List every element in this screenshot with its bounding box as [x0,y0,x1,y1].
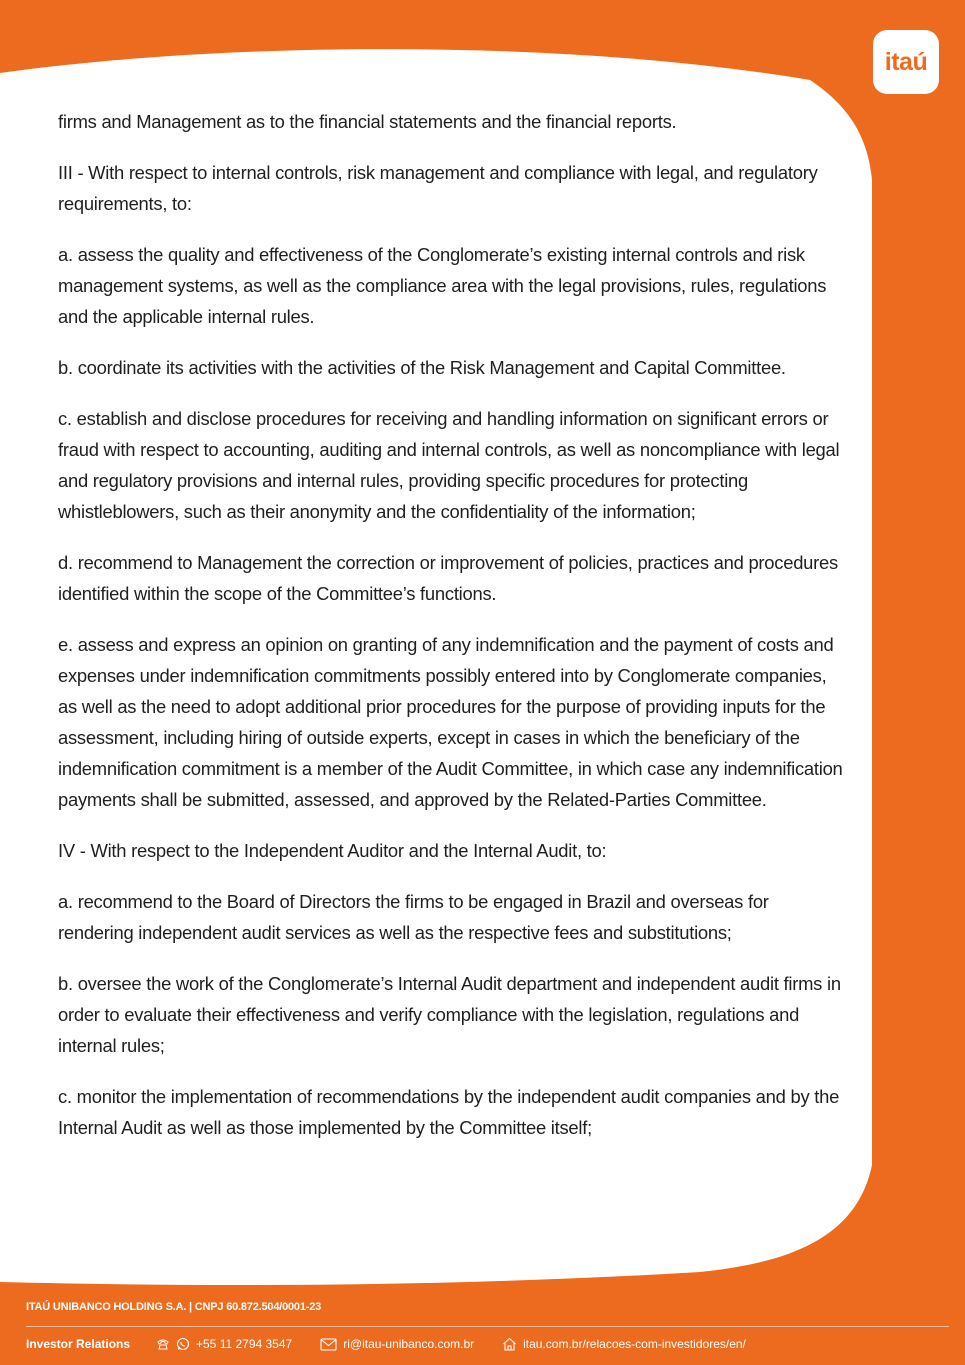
email-contact[interactable] [320,1337,474,1351]
paragraph: IV - With respect to the Independent Auditor and the Internal Audit, to: [58,840,607,861]
page-footer [0,1290,965,1365]
document-body [58,106,848,1163]
company-info: ITAÚ UNIBANCO HOLDING S.A. | CNPJ 60.872.504/0001-23 [26,1301,322,1313]
phone-icon [156,1337,170,1351]
paragraph: c. monitor the implementation of recommendations by the independent audit companies and by the Internal Audit as well as those implemented by the Committee itself; [58,1086,840,1138]
paragraph: e. assess and express an opinion on granting of any indemnification and the payment of costs and expenses under indemnification commitments possibly entered into by Conglomerate companies, as well as the need to adopt additional prior procedures for the purpose of providing inputs for the assessment, including hiring of outside experts, except in cases in which the beneficiary of the indemnification commitment is a member of the Audit Committee, in which case any indemnification payments shall be submitted, assessed, and approved by the Related-Parties Committee. [58,634,843,810]
paragraph: III - With respect to internal controls, risk management and compliance with legal, and regulatory requirements, to: [58,162,818,214]
whatsapp-icon [176,1337,190,1351]
paragraph: b. oversee the work of the Conglomerate’s Internal Audit department and independent audit firms in order to evaluate their effectiveness and verify compliance with the legislation, regulations and internal rules; [58,973,841,1056]
paragraph: firms and Management as to the financial statements and the financial reports. [58,111,677,132]
paragraph: a. recommend to the Board of Directors the firms to be engaged in Brazil and overseas for rendering independent audit services as well as the respective fees and substitutions; [58,891,769,943]
website-url: itau.com.br/relacoes-com-investidores/en/ [523,1337,746,1351]
paragraph: b. coordinate its activities with the activities of the Risk Management and Capital Committee. [58,357,786,378]
phone-contact[interactable] [156,1337,292,1351]
itau-logo[interactable] [873,30,939,94]
paragraph: c. establish and disclose procedures for receiving and handling information on significant errors or fraud with respect to accounting, auditing and internal controls, as well as noncompliance with legal and regulatory provisions and internal rules, providing specific procedures for protecting whistleblowers, such as their anonymity and the confidentiality of the information; [58,408,840,522]
paragraph: d. recommend to Management the correction or improvement of policies, practices and procedures identified within the scope of the Committee’s functions. [58,552,838,604]
phone-number: +55 11 2794 3547 [196,1337,293,1351]
email-address: ri@itau-unibanco.com.br [343,1337,475,1351]
contact-row [26,1334,946,1354]
footer-divider [26,1326,949,1327]
investor-relations-label: Investor Relations [26,1337,131,1351]
logo-text: itaú [884,47,928,76]
home-icon [502,1337,517,1351]
paragraph: a. assess the quality and effectiveness of the Conglomerate’s existing internal controls and risk management systems, as well as the compliance area with the legal provisions, rules, regulations and the applicable internal rules. [58,244,827,327]
email-icon [320,1338,337,1351]
website-link[interactable] [502,1337,746,1351]
